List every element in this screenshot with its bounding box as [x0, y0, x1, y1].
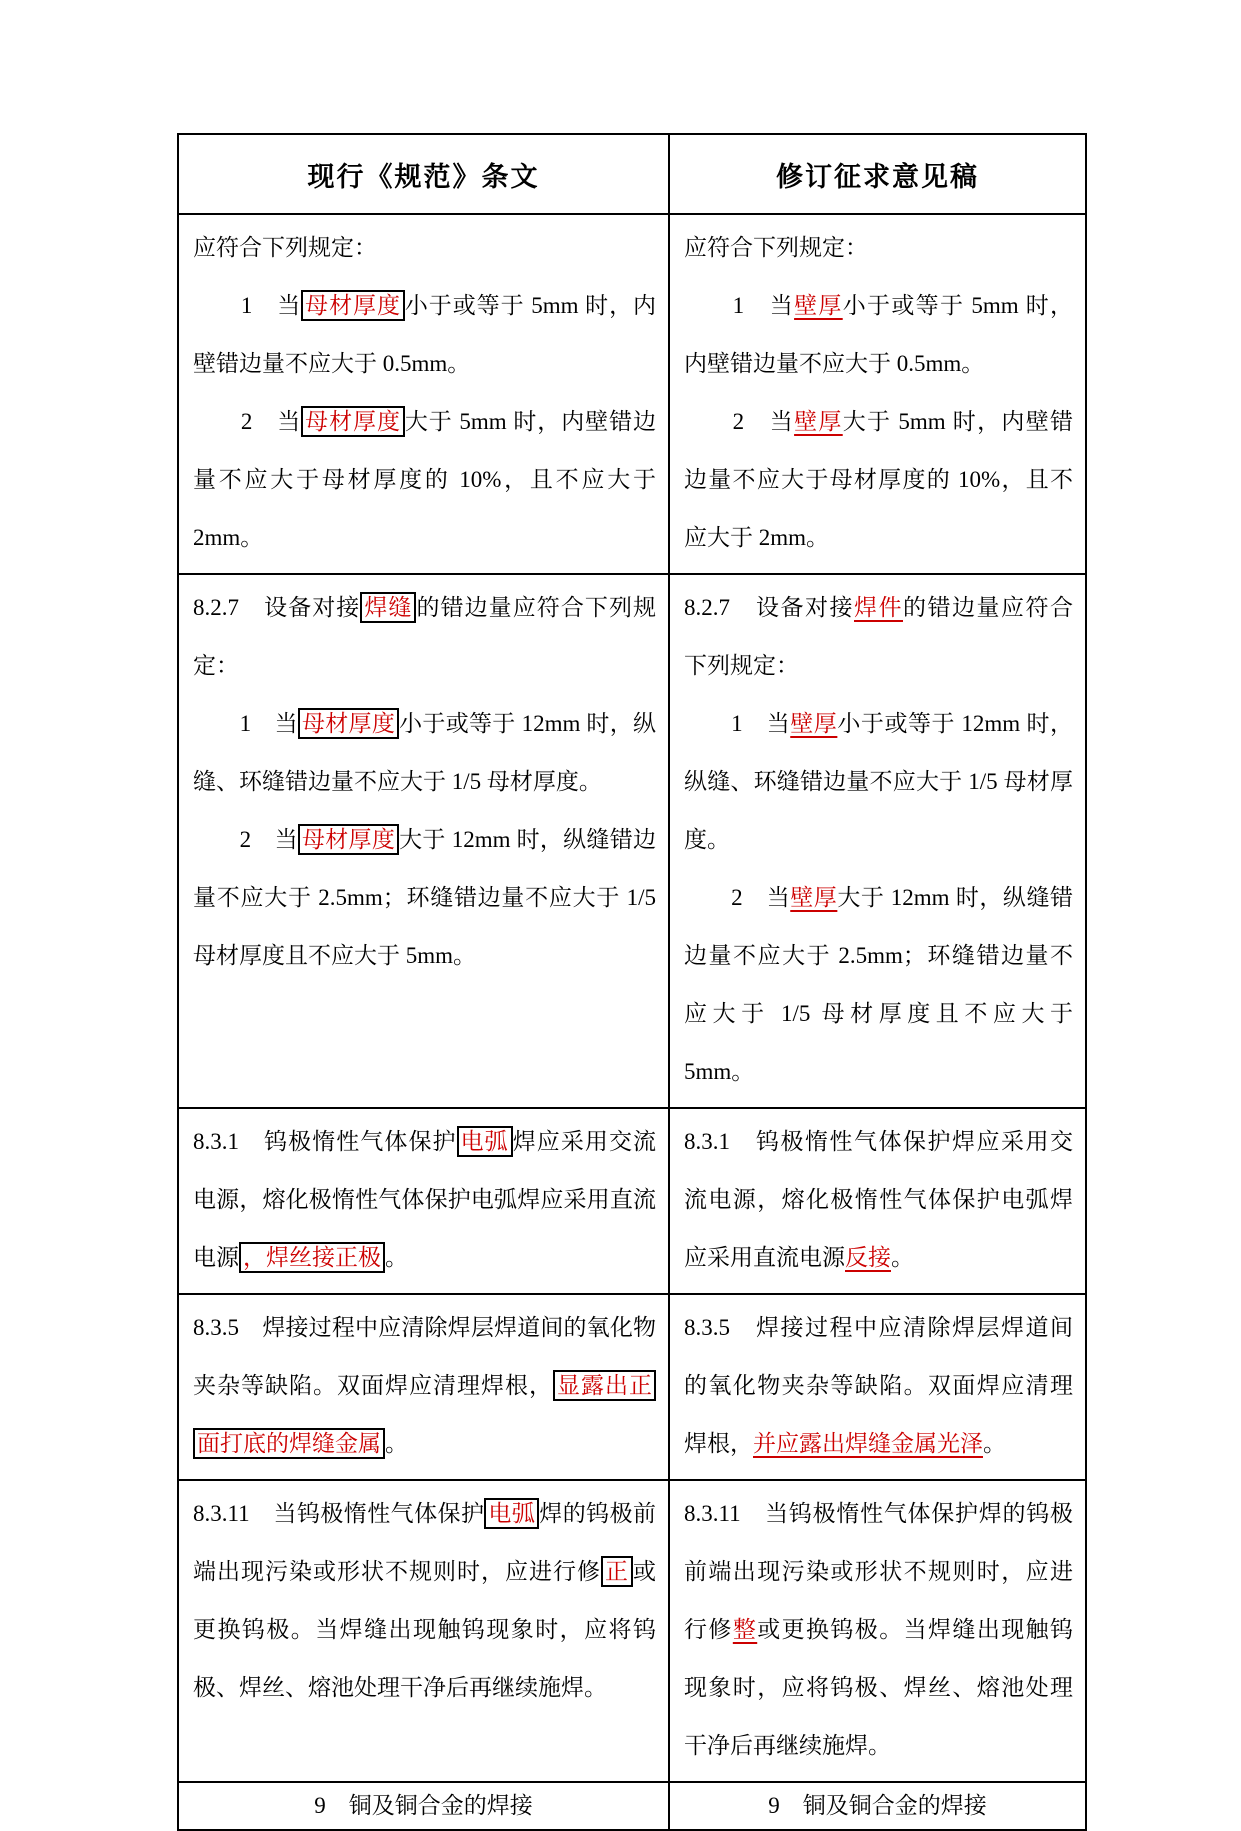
revision-underlined-text: 壁厚 [790, 711, 838, 736]
revision-boxed-text: 母材厚度 [298, 708, 399, 739]
body-text: 。 [983, 1431, 1006, 1456]
revision-boxed-text: 显露出正面打底的焊缝金属 [193, 1370, 656, 1459]
table-cell [178, 1480, 669, 1782]
body-text: 8.3.11 当钨极惰性气体保护焊的钨极前端出现污染或形状不规则时，应进行修 [684, 1501, 1073, 1642]
revision-underlined-text: 壁厚 [794, 293, 843, 318]
paragraph [684, 579, 1073, 695]
table-row-8-3-5 [178, 1294, 1086, 1480]
body-text: 8.3.1 钨极惰性气体保护 [193, 1129, 457, 1154]
revision-boxed-text: 电弧 [484, 1498, 539, 1529]
paragraph [193, 1299, 656, 1473]
revision-underlined-text: 壁厚 [794, 409, 843, 434]
paragraph [189, 1787, 658, 1825]
table-cell [669, 214, 1086, 574]
header-current-spec: 现行《规范》条文 [178, 134, 669, 214]
table-cell [669, 574, 1086, 1108]
table-cell [178, 1108, 669, 1294]
body-text: 2 当 [684, 409, 795, 434]
header-revision-draft: 修订征求意见稿 [669, 134, 1086, 214]
revision-boxed-text: 母材厚度 [301, 406, 405, 437]
body-text: 或更换钨极。当焊缝出现触钨现象时，应将钨极、焊丝、熔池处理干净后再继续施焊。 [684, 1617, 1074, 1758]
revision-boxed-text: 正 [601, 1556, 633, 1587]
body-text: 小于或等于 5mm 时，内壁错边量不应大于 0.5mm。 [193, 293, 657, 376]
paragraph [193, 579, 656, 695]
body-text: 。 [385, 1245, 408, 1270]
table-cell [669, 1294, 1086, 1480]
body-text: 1 当 [193, 711, 298, 736]
body-text: 。 [385, 1431, 408, 1456]
table-body [178, 214, 1086, 1830]
paragraph [684, 277, 1073, 393]
paragraph [193, 219, 656, 277]
body-text: 1 当 [684, 293, 795, 318]
body-text: 或更换钨极。当焊缝出现触钨现象时，应将钨极、焊丝、熔池处理干净后再继续施焊。 [193, 1559, 656, 1700]
table-cell [669, 1480, 1086, 1782]
body-text: 1 当 [684, 711, 791, 736]
paragraph [684, 869, 1073, 1101]
table-row-section-9 [178, 1782, 1086, 1830]
table-cell [669, 1108, 1086, 1294]
body-text: 焊的钨极前端出现污染或形状不规则时，应进行修 [193, 1501, 657, 1584]
table-cell [178, 214, 669, 574]
table-row-continuation [178, 214, 1086, 574]
paragraph [684, 1485, 1073, 1775]
body-text: 8.3.11 当钨极惰性气体保护 [193, 1501, 485, 1526]
body-text: 大于 12mm 时，纵缝错边量不应大于 2.5mm；环缝错边量不应大于 1/5 母材厚度且不应大于 5mm。 [193, 827, 657, 968]
paragraph [193, 277, 656, 393]
paragraph [193, 393, 656, 567]
spec-comparison-table [177, 133, 1087, 1831]
paragraph [193, 1485, 656, 1717]
revision-underlined-text: 壁厚 [790, 885, 838, 910]
body-text: 小于或等于 12mm 时，纵缝、环缝错边量不应大于 1/5 母材厚度。 [684, 711, 1074, 852]
paragraph [684, 1299, 1073, 1473]
body-text: 9 铜及铜合金的焊接 [768, 1793, 987, 1818]
revision-boxed-text: 焊缝 [360, 592, 416, 623]
body-text: 的错边量应符合下列规定： [193, 595, 657, 678]
paragraph [684, 393, 1073, 567]
revision-boxed-text: 母材厚度 [301, 290, 405, 321]
table-cell [178, 1782, 669, 1830]
body-text: 2 当 [684, 885, 791, 910]
paragraph [680, 1787, 1075, 1825]
paragraph [193, 1113, 656, 1287]
revision-boxed-text: 电弧 [457, 1126, 513, 1157]
revision-underlined-text: 并应露出焊缝金属光泽 [753, 1431, 983, 1456]
body-text: 。 [891, 1245, 914, 1270]
body-text: 2 当 [193, 827, 298, 852]
paragraph [193, 811, 656, 985]
body-text: 应符合下列规定： [193, 235, 377, 260]
revision-underlined-text: 反接 [845, 1245, 891, 1270]
revision-boxed-text: ，焊丝接正极 [239, 1242, 385, 1273]
body-text: 1 当 [193, 293, 302, 318]
body-text: 小于或等于 5mm 时，内壁错边量不应大于 0.5mm。 [684, 293, 1074, 376]
body-text: 大于 5mm 时，内壁错边量不应大于母材厚度的 10%，且不应大于 2mm。 [684, 409, 1074, 550]
revision-boxed-text: 母材厚度 [298, 824, 399, 855]
table-cell [669, 1782, 1086, 1830]
body-text: 8.3.5 焊接过程中应清除焊层焊道间的氧化物夹杂等缺陷。双面焊应清理焊根， [193, 1315, 656, 1398]
body-text: 应符合下列规定： [684, 235, 868, 260]
body-text: 小于或等于 12mm 时，纵缝、环缝错边量不应大于 1/5 母材厚度。 [193, 711, 657, 794]
paragraph [684, 695, 1073, 869]
body-text: 8.3.1 钨极惰性气体保护焊应采用交流电源，熔化极惰性气体保护电弧焊应采用直流电源 [684, 1129, 1073, 1270]
revision-underlined-text: 焊件 [854, 595, 903, 620]
table-cell [178, 1294, 669, 1480]
body-text: 大于 12mm 时，纵缝错边量不应大于 2.5mm；环缝错边量不应大于 1/5 母材厚度且不应大于 5mm。 [684, 885, 1074, 1084]
body-text: 焊应采用交流电源，熔化极惰性气体保护电弧焊应采用直流电源 [193, 1129, 657, 1270]
body-text: 8.2.7 设备对接 [684, 595, 854, 620]
table-header-row [178, 134, 1086, 214]
table-row-8-3-1 [178, 1108, 1086, 1294]
body-text: 大于 5mm 时，内壁错边量不应大于母材厚度的 10%，且不应大于 2mm。 [193, 409, 657, 550]
paragraph [684, 1113, 1073, 1287]
table-row-8-3-11 [178, 1480, 1086, 1782]
paragraph [193, 695, 656, 811]
body-text: 的错边量应符合下列规定： [684, 595, 1073, 678]
body-text: 9 铜及铜合金的焊接 [314, 1793, 533, 1818]
revision-underlined-text: 整 [732, 1617, 758, 1642]
body-text: 2 当 [193, 409, 302, 434]
body-text: 8.3.5 焊接过程中应清除焊层焊道间的氧化物夹杂等缺陷。双面焊应清理焊根， [684, 1315, 1073, 1456]
paragraph [684, 219, 1073, 277]
body-text: 8.2.7 设备对接 [193, 595, 361, 620]
table-cell [178, 574, 669, 1108]
table-row-8-2-7 [178, 574, 1086, 1108]
